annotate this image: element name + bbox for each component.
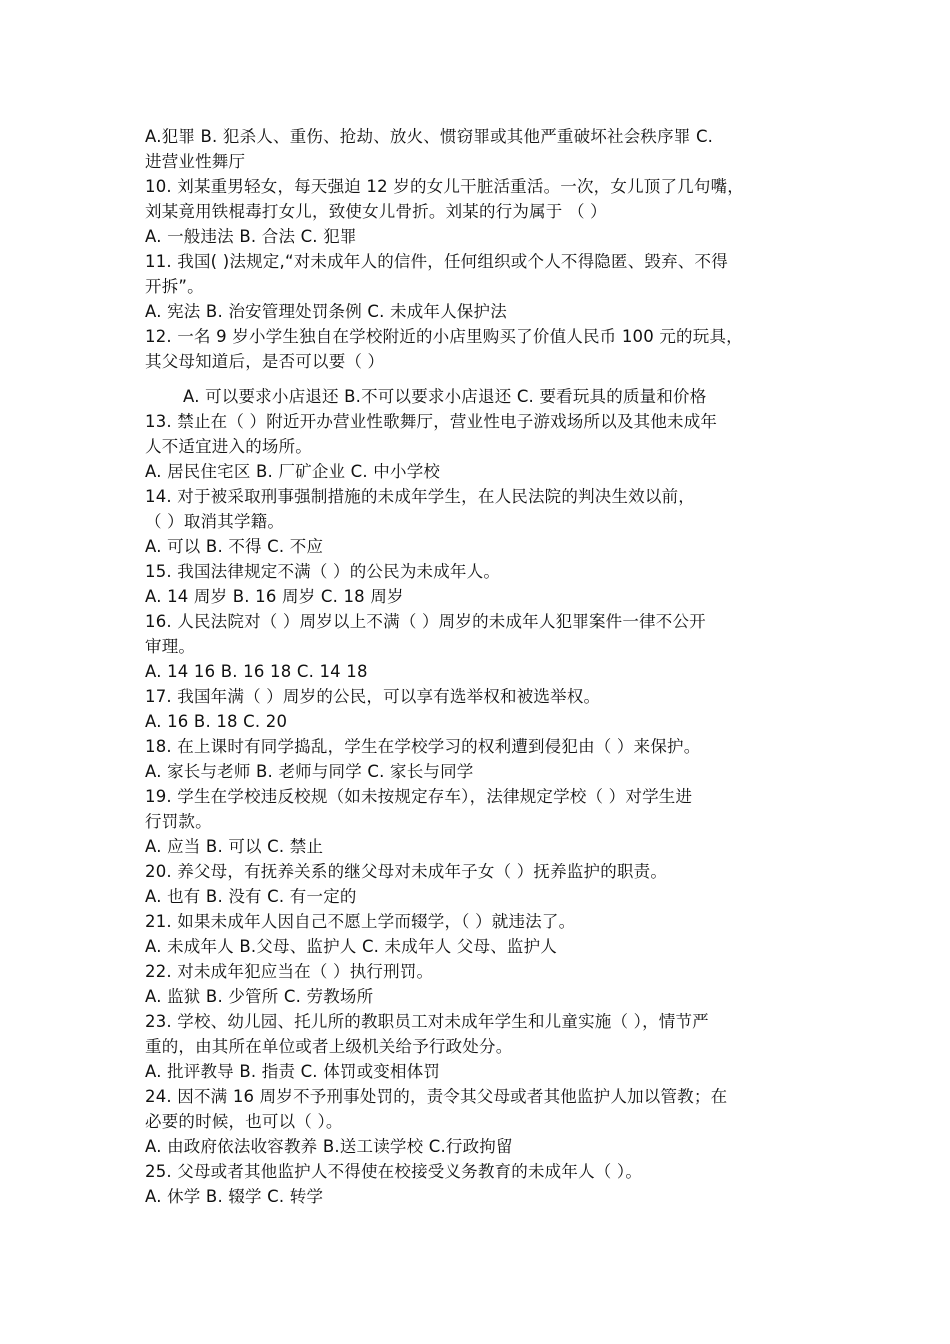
text-line: A. 监狱 B. 少管所 C. 劳教场所 xyxy=(145,987,374,1006)
text-line: A. 宪法 B. 治安管理处罚条例 C. 未成年人保护法 xyxy=(145,302,507,321)
text-line: A. 也有 B. 没有 C. 有一定的 xyxy=(145,887,357,906)
text-line: 其父母知道后，是否可以要（ ） xyxy=(145,352,385,371)
text-line: 11. 我国( )法规定,“对未成年人的信件，任何组织或个人不得隐匿、毁弃、不得 xyxy=(145,252,728,271)
text-line: A. 14 周岁 B. 16 周岁 C. 18 周岁 xyxy=(145,587,404,606)
text-line: 15. 我国法律规定不满（ ）的公民为未成年人。 xyxy=(145,562,501,581)
text-line: 14. 对于被采取刑事强制措施的未成年学生，在人民法院的判决生效以前， xyxy=(145,487,695,506)
text-line: 行罚款。 xyxy=(145,812,212,831)
text-line: 19. 学生在学校违反校规（如未按规定存车），法律规定学校（ ）对学生进 xyxy=(145,787,693,806)
text-line: 21. 如果未成年人因自己不愿上学而辍学，（ ）就违法了。 xyxy=(145,912,576,931)
document-page xyxy=(145,124,815,1209)
text-line: A. 14 16 B. 16 18 C. 14 18 xyxy=(145,662,368,681)
text-line: 18. 在上课时有同学捣乱，学生在学校学习的权利遭到侵犯由（ ）来保护。 xyxy=(145,737,701,756)
text-line: 12. 一名 9 岁小学生独自在学校附近的小店里购买了价值人民币 100 元的玩具， xyxy=(145,327,743,346)
text-line: 10. 刘某重男轻女，每天强迫 12 岁的女儿干脏活重活。一次，女儿顶了几句嘴， xyxy=(145,177,744,196)
text-line: （ ）取消其学籍。 xyxy=(145,512,285,531)
text-line: 重的，由其所在单位或者上级机关给予行政处分。 xyxy=(145,1037,513,1056)
text-line: 开拆”。 xyxy=(145,277,204,296)
text-line: A. 居民住宅区 B. 厂矿企业 C. 中小学校 xyxy=(145,462,441,481)
text-line: A.犯罪 B. 犯杀人、重伤、抢劫、放火、惯窃罪或其他严重破坏社会秩序罪 C. xyxy=(145,127,714,146)
text-line: 进营业性舞厅 xyxy=(145,152,246,171)
text-line: A. 批评教导 B. 指责 C. 体罚或变相体罚 xyxy=(145,1062,441,1081)
text-line: 审理。 xyxy=(145,637,196,656)
text-line: 25. 父母或者其他监护人不得使在校接受义务教育的未成年人（ ）。 xyxy=(145,1162,643,1181)
text-line: 22. 对未成年犯应当在（ ）执行刑罚。 xyxy=(145,962,434,981)
text-line: A. 一般违法 B. 合法 C. 犯罪 xyxy=(145,227,357,246)
text-line: 24. 因不满 16 周岁不予刑事处罚的，责令其父母或者其他监护人加以管教；在 xyxy=(145,1087,728,1106)
text-line: A. 由政府依法收容教养 B.送工读学校 C.行政拘留 xyxy=(145,1137,513,1156)
text-line: A. 未成年人 B.父母、监护人 C. 未成年人 父母、监护人 xyxy=(145,937,557,956)
text-line: A. 家长与老师 B. 老师与同学 C. 家长与同学 xyxy=(145,762,474,781)
text-line: A. 应当 B. 可以 C. 禁止 xyxy=(145,837,324,856)
text-line: A. 16 B. 18 C. 20 xyxy=(145,712,288,731)
text-line: 必要的时候，也可以（ ）。 xyxy=(145,1112,343,1131)
text-line: 人不适宜进入的场所。 xyxy=(145,437,312,456)
text-line: A. 可以要求小店退还 B.不可以要求小店退还 C. 要看玩具的质量和价格 xyxy=(183,387,707,406)
text-line: 13. 禁止在（ ）附近开办营业性歌舞厅，营业性电子游戏场所以及其他未成年 xyxy=(145,412,718,431)
text-line: 20. 养父母，有抚养关系的继父母对未成年子女（ ）抚养监护的职责。 xyxy=(145,862,668,881)
text-line: A. 休学 B. 辍学 C. 转学 xyxy=(145,1187,324,1206)
text-line: A. 可以 B. 不得 C. 不应 xyxy=(145,537,324,556)
text-line: 16. 人民法院对（ ）周岁以上不满（ ）周岁的未成年人犯罪案件一律不公开 xyxy=(145,612,706,631)
text-line: 23. 学校、幼儿园、托儿所的教职员工对未成年学生和儿童实施（ ），情节严 xyxy=(145,1012,709,1031)
text-line: 17. 我国年满（ ）周岁的公民，可以享有选举权和被选举权。 xyxy=(145,687,601,706)
text-line: 刘某竟用铁棍毒打女儿，致使女儿骨折。刘某的行为属于 （ ） xyxy=(145,202,607,221)
